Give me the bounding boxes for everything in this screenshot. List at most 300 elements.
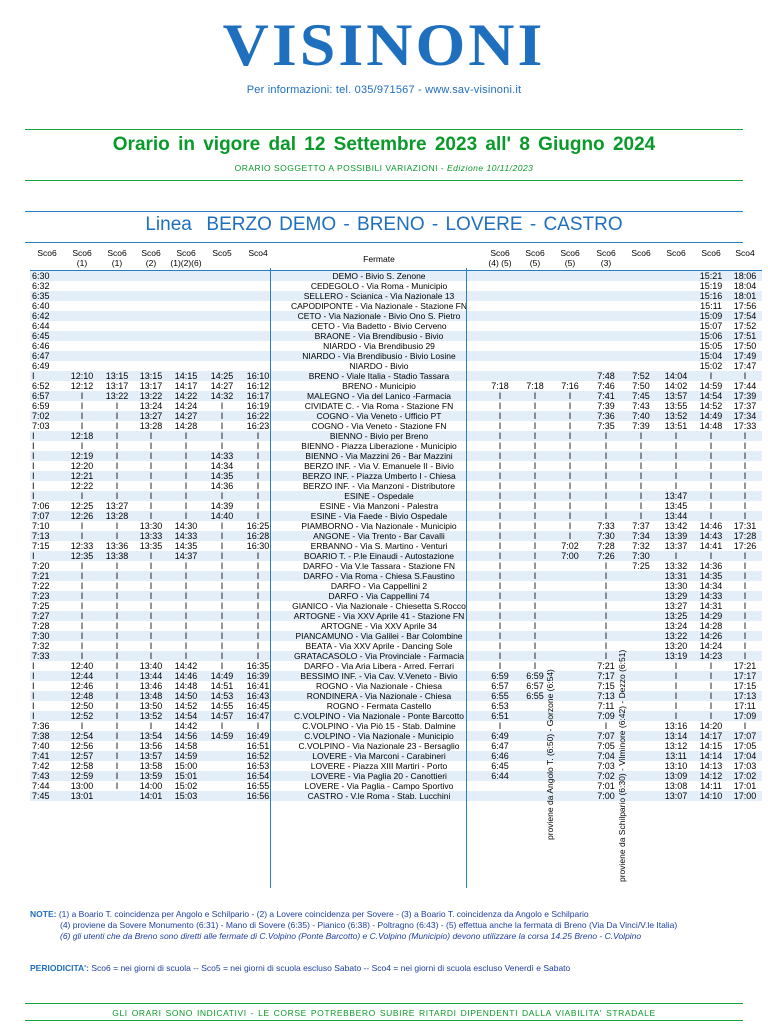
time-cell: 6:57	[491, 681, 509, 691]
column-header-right-2-note: (5)	[564, 258, 576, 268]
column-header-right-7	[728, 248, 762, 271]
time-cell: I	[482, 631, 518, 641]
time-cell: 13:01	[64, 791, 100, 801]
time-cell: I	[204, 611, 240, 621]
time-cell: 7:36	[32, 721, 50, 731]
time-cell: 7:03	[32, 421, 50, 431]
time-cell: I	[100, 411, 134, 421]
time-cell: 7:02	[588, 771, 624, 781]
time-cell: I	[533, 601, 537, 611]
time-cell	[658, 291, 694, 301]
time-cell	[624, 351, 658, 361]
time-cell	[482, 321, 518, 331]
column-header-right-6	[694, 248, 728, 271]
column-header-right-5-type: Sco6	[666, 248, 686, 258]
time-cell: 18:06	[728, 271, 762, 282]
time-cell: 13:22	[100, 391, 134, 401]
time-cell: I	[100, 611, 134, 621]
table-row	[30, 561, 762, 571]
column-header-left-0-type: Sco6	[37, 248, 57, 258]
stop-name: BRAONE - Via Brendibusio - Bivio	[276, 331, 482, 341]
time-cell: 14:33	[204, 451, 240, 461]
stop-name: RONDINERA - Via Nazionale - Chiesa	[276, 691, 482, 701]
time-cell	[482, 291, 518, 301]
time-cell	[624, 671, 658, 681]
stop-name: COGNO - Via Veneto - Ufficio PT	[276, 411, 482, 421]
time-cell: 12:58	[70, 761, 94, 771]
time-cell: I	[134, 571, 168, 581]
time-cell: 14:58	[174, 741, 198, 751]
time-cell: I	[115, 701, 119, 711]
time-cell: I	[149, 641, 153, 651]
time-cell	[588, 331, 624, 341]
table-row	[30, 381, 762, 391]
time-cell: 14:53	[204, 691, 240, 701]
time-cell: 13:30	[664, 581, 688, 591]
time-cell	[64, 301, 100, 311]
time-cell: 6:42	[30, 311, 64, 321]
time-cell: I	[64, 411, 100, 421]
time-cell: I	[728, 571, 762, 581]
time-cell: I	[498, 621, 502, 631]
time-cell: 13:59	[134, 771, 168, 781]
time-cell	[624, 681, 658, 691]
time-cell: 14:17	[694, 731, 728, 741]
time-cell: I	[100, 451, 134, 461]
time-cell: I	[482, 551, 518, 561]
time-cell	[658, 321, 694, 331]
time-cell: I	[134, 511, 168, 521]
time-cell: 16:43	[240, 691, 276, 701]
time-cell: I	[100, 751, 134, 761]
stop-name: DEMO - Bivio S. Zenone	[276, 271, 482, 282]
time-cell: 13:52	[658, 411, 694, 421]
line-prefix: Linea	[145, 214, 192, 235]
time-cell: I	[184, 441, 188, 451]
time-cell: I	[100, 531, 134, 541]
time-cell: I	[115, 661, 119, 671]
time-cell: I	[100, 711, 134, 721]
table-row	[30, 501, 762, 511]
time-cell	[204, 781, 240, 791]
stop-name: C.VOLPINO - Via Nazionale - Ponte Barcotto	[276, 711, 482, 721]
stop-name: BEATA - Via XXV Aprile - Dancing Sole	[305, 641, 453, 651]
column-header-left-3-type: Sco6	[141, 248, 161, 258]
time-cell	[482, 331, 518, 341]
time-cell: 13:50	[139, 701, 163, 711]
time-cell: I	[32, 661, 35, 671]
stop-name: NIARDO - Via Brendibusio - Bivio Losine	[276, 351, 482, 361]
stop-name: CAPODIPONTE - Via Nazionale - Stazione FN	[290, 301, 468, 311]
time-cell: 13:58	[139, 761, 163, 771]
time-cell: 13:39	[658, 531, 694, 541]
time-cell: 17:44	[733, 381, 757, 391]
time-cell: 6:46	[482, 751, 518, 761]
time-cell: I	[240, 611, 276, 621]
time-cell	[552, 711, 588, 721]
time-cell: I	[115, 561, 119, 571]
time-cell: 12:59	[64, 771, 100, 781]
time-cell	[552, 341, 588, 351]
time-cell	[134, 311, 168, 321]
time-cell: I	[728, 511, 762, 521]
column-header-right-7-type: Sco4	[735, 248, 755, 258]
time-cell: I	[518, 451, 552, 461]
time-cell: I	[518, 631, 552, 641]
time-cell: I	[588, 511, 624, 521]
time-cell	[552, 701, 588, 711]
column-header-right-3-type: Sco6	[596, 248, 616, 258]
table-row	[30, 621, 762, 631]
time-cell: 14:29	[694, 611, 728, 621]
time-cell	[552, 571, 588, 581]
time-cell: I	[743, 581, 747, 591]
time-cell: I	[568, 461, 572, 471]
time-cell: 7:02	[561, 541, 579, 551]
time-cell: I	[149, 501, 153, 511]
time-cell: 13:16	[664, 721, 688, 731]
time-cell	[168, 291, 204, 301]
time-cell	[624, 701, 658, 711]
time-cell: I	[220, 581, 224, 591]
note-line-1: (1) a Boario T. coincidenza per Angolo e Schilpario - (2) a Lovere coincidenza per Sovere - (3) a Boario T. coincidenza da Angolo e Schilpario	[58, 909, 589, 919]
time-cell: 14:26	[694, 631, 728, 641]
time-cell: I	[533, 541, 537, 551]
time-cell: I	[100, 771, 134, 781]
time-cell: I	[588, 611, 624, 621]
time-cell: I	[743, 621, 747, 631]
time-cell: 7:00	[552, 551, 588, 561]
time-cell: 7:23	[30, 591, 64, 601]
time-cell: 6:51	[482, 711, 518, 721]
time-cell: I	[552, 511, 588, 521]
stop-name: CETO - Via Badetto - Bivio Cerveno	[311, 321, 447, 331]
time-cell: I	[588, 651, 624, 661]
time-cell: I	[728, 551, 762, 561]
time-cell: I	[624, 491, 658, 501]
time-cell: I	[533, 581, 537, 591]
time-cell: I	[624, 431, 658, 441]
time-cell	[624, 601, 658, 611]
time-cell: 14:48	[699, 421, 723, 431]
time-cell	[624, 311, 658, 321]
time-cell: I	[568, 501, 572, 511]
table-row	[30, 291, 762, 301]
line-name: BERZO DEMO - BRENO - LOVERE - CASTRO	[206, 214, 623, 235]
time-cell: 7:04	[588, 751, 624, 761]
time-cell: 7:41	[588, 391, 624, 401]
timetable-header	[30, 248, 762, 271]
time-cell: I	[30, 471, 64, 481]
time-cell: I	[498, 581, 502, 591]
time-cell: 7:18	[526, 381, 544, 391]
time-cell: I	[674, 701, 678, 711]
time-cell: 7:39	[597, 401, 615, 411]
table-row	[30, 441, 762, 451]
time-cell	[624, 571, 658, 581]
time-cell: 7:15	[32, 541, 50, 551]
time-cell	[624, 611, 658, 621]
time-cell: 6:59	[482, 671, 518, 681]
stop-name: SELLERO - Scianica - Via Nazionale 13	[276, 291, 482, 301]
time-cell: 13:15	[134, 371, 168, 381]
time-cell: 13:44	[658, 511, 694, 521]
time-cell: I	[482, 411, 518, 421]
time-cell: I	[149, 441, 153, 451]
time-cell: I	[533, 441, 537, 451]
time-cell: I	[80, 581, 84, 591]
stop-name: BIENNO - Via Mazzini 26 - Bar Mazzini	[276, 451, 482, 461]
time-cell: I	[604, 441, 608, 451]
time-cell: 13:20	[664, 641, 688, 651]
time-cell: I	[80, 721, 84, 731]
time-cell: 13:12	[664, 741, 688, 751]
time-cell: 13:47	[658, 491, 694, 501]
time-cell: I	[552, 491, 588, 501]
time-cell: 13:56	[139, 741, 163, 751]
time-cell	[624, 281, 658, 291]
time-cell	[204, 301, 240, 311]
time-cell: I	[728, 371, 762, 381]
time-cell: 17:09	[728, 711, 762, 721]
time-cell: 7:43	[30, 771, 64, 781]
time-cell: 12:46	[70, 681, 94, 691]
table-row	[30, 271, 762, 282]
time-cell: I	[64, 591, 100, 601]
time-cell: 7:21	[597, 661, 615, 671]
time-cell: I	[100, 431, 134, 441]
time-cell	[204, 771, 240, 781]
time-cell: 6:55	[518, 691, 552, 701]
table-row	[30, 341, 762, 351]
time-cell	[204, 281, 240, 291]
stop-name: CASTRO - V.le Roma - Stab. Lucchini	[276, 791, 482, 801]
time-cell	[204, 351, 240, 361]
time-cell: I	[184, 501, 188, 511]
time-cell: 14:28	[699, 621, 723, 631]
time-cell	[552, 631, 588, 641]
time-cell: I	[658, 431, 694, 441]
time-cell	[482, 341, 518, 351]
time-cell	[64, 271, 100, 282]
stop-name: ESINE - Via Manzoni - Palestra	[319, 501, 439, 511]
time-cell: I	[518, 651, 552, 661]
direction-line-right	[466, 268, 467, 888]
time-cell: 13:57	[134, 751, 168, 761]
time-cell: I	[552, 411, 588, 421]
time-cell: 17:37	[733, 401, 757, 411]
time-cell: 14:55	[210, 701, 234, 711]
time-cell	[624, 301, 658, 311]
stop-name: ANGONE - Via Trento - Bar Cavalli	[276, 531, 482, 541]
vertical-note-angolo: proviene da Angolo T. (6:50) - Gorzone (6:54)	[545, 669, 555, 840]
time-cell: I	[30, 491, 64, 501]
time-cell: 7:22	[32, 581, 50, 591]
time-cell: 6:49	[482, 731, 518, 741]
time-cell: I	[482, 431, 518, 441]
time-cell: I	[32, 481, 35, 491]
time-cell: 14:23	[694, 651, 728, 661]
stop-name: BOARIO T. - P.le Einaudi - Autostazione	[276, 551, 482, 561]
time-cell	[518, 281, 552, 291]
stop-name: LOVERE - Via Paglia 20 - Canottieri	[276, 771, 482, 781]
time-cell: I	[100, 571, 134, 581]
time-cell: I	[220, 561, 224, 571]
time-cell	[624, 291, 658, 301]
time-cell: I	[694, 551, 728, 561]
stop-name: LOVERE - Via Marconi - Carabineri	[276, 751, 482, 761]
time-cell: I	[256, 581, 260, 591]
time-cell	[552, 311, 588, 321]
time-cell: I	[134, 651, 168, 661]
stop-name: C.VOLPINO - Via Piò 15 - Stab. Dalmine	[302, 721, 456, 731]
time-cell: I	[694, 431, 728, 441]
time-cell: 17:54	[728, 311, 762, 321]
stop-name: GIANICO - Via Nazionale - Chiesetta S.Rocco	[292, 601, 466, 611]
time-cell	[204, 741, 240, 751]
time-cell: 6:44	[482, 771, 518, 781]
time-cell: 15:02	[699, 361, 723, 371]
time-cell: 13:51	[664, 421, 688, 431]
time-cell	[518, 331, 552, 341]
time-cell: I	[256, 561, 260, 571]
time-cell: I	[149, 621, 153, 631]
table-row	[30, 571, 762, 581]
time-cell: 14:34	[210, 461, 234, 471]
time-cell	[204, 331, 240, 341]
time-cell: I	[149, 561, 153, 571]
table-row	[30, 321, 762, 331]
time-cell	[624, 651, 658, 661]
time-cell: 12:10	[64, 371, 100, 381]
time-cell	[658, 361, 694, 371]
time-cell: I	[30, 431, 64, 441]
time-cell	[168, 301, 204, 311]
time-cell: I	[168, 591, 204, 601]
time-cell	[482, 361, 518, 371]
time-cell: 13:31	[658, 571, 694, 581]
time-cell: 7:45	[30, 791, 64, 801]
time-cell	[168, 281, 204, 291]
time-cell: 12:40	[70, 661, 94, 671]
time-cell: 17:49	[728, 351, 762, 361]
time-cell: 17:50	[733, 341, 757, 351]
table-row	[30, 581, 762, 591]
time-cell	[100, 311, 134, 321]
time-cell	[552, 361, 588, 371]
time-cell: 13:29	[658, 591, 694, 601]
time-cell	[64, 331, 100, 341]
column-header-right-2	[552, 248, 588, 271]
column-header-right-4	[624, 248, 658, 271]
time-cell	[168, 331, 204, 341]
time-cell: 6:53	[491, 701, 509, 711]
time-cell: 12:12	[70, 381, 94, 391]
time-cell	[624, 721, 658, 731]
time-cell: I	[168, 571, 204, 581]
time-cell: 15:07	[699, 321, 723, 331]
table-row	[30, 331, 762, 341]
table-row	[30, 491, 762, 501]
time-cell	[204, 291, 240, 301]
time-cell	[100, 341, 134, 351]
time-cell: 14:17	[174, 381, 198, 391]
column-header-left-0	[30, 248, 64, 271]
time-cell: I	[482, 451, 518, 461]
time-cell	[518, 311, 552, 321]
time-cell	[624, 751, 658, 761]
time-cell	[204, 761, 240, 771]
divider-footer-bottom	[25, 1020, 743, 1021]
time-cell: 16:53	[246, 761, 270, 771]
stop-name: NIARDO - Via Brendibusio 29	[323, 341, 435, 351]
time-cell: 16:41	[246, 681, 270, 691]
time-cell: 7:46	[597, 381, 615, 391]
time-cell: I	[204, 431, 240, 441]
time-cell: I	[498, 661, 502, 671]
time-cell: I	[115, 481, 119, 491]
time-cell: I	[568, 421, 572, 431]
time-cell: 13:25	[658, 611, 694, 621]
time-cell: I	[694, 491, 728, 501]
time-cell	[624, 771, 658, 781]
time-cell: 14:49	[204, 671, 240, 681]
time-cell: I	[64, 531, 100, 541]
time-cell: 7:40	[624, 411, 658, 421]
time-cell: I	[743, 601, 747, 611]
time-cell: 15:21	[694, 271, 728, 282]
time-cell: I	[220, 541, 224, 551]
time-cell: 12:52	[64, 711, 100, 721]
time-cell: I	[518, 491, 552, 501]
time-cell: 7:32	[632, 541, 650, 551]
time-cell: I	[134, 471, 168, 481]
time-cell: I	[694, 371, 728, 381]
time-cell: 14:56	[168, 731, 204, 741]
time-cell: 13:24	[139, 401, 163, 411]
time-cell: 6:57	[526, 681, 544, 691]
time-cell	[624, 341, 658, 351]
time-cell: 13:08	[664, 781, 688, 791]
stop-name: LOVERE - Piazza XIII Martiri - Porto	[310, 761, 448, 771]
time-cell: I	[588, 571, 624, 581]
timetable-body	[30, 271, 762, 802]
time-cell: 14:13	[699, 761, 723, 771]
time-cell: I	[639, 461, 643, 471]
time-cell: 6:59	[32, 401, 50, 411]
time-cell	[168, 321, 204, 331]
time-cell	[518, 291, 552, 301]
table-row	[30, 551, 762, 561]
time-cell: 12:54	[64, 731, 100, 741]
time-cell: I	[658, 451, 694, 461]
time-cell: 13:44	[134, 671, 168, 681]
time-cell: I	[115, 421, 119, 431]
time-cell: I	[115, 441, 119, 451]
time-cell: 13:35	[139, 541, 163, 551]
time-cell: I	[694, 471, 728, 481]
time-cell	[100, 791, 134, 801]
time-cell: 13:30	[139, 521, 163, 531]
time-cell	[588, 361, 624, 371]
time-cell: I	[743, 441, 747, 451]
time-cell: 7:07	[30, 511, 64, 521]
column-header-left-3-note: (2)	[145, 258, 157, 268]
time-cell: I	[743, 481, 747, 491]
time-cell: 7:13	[588, 691, 624, 701]
time-cell: I	[240, 631, 276, 641]
time-cell: I	[30, 691, 64, 701]
